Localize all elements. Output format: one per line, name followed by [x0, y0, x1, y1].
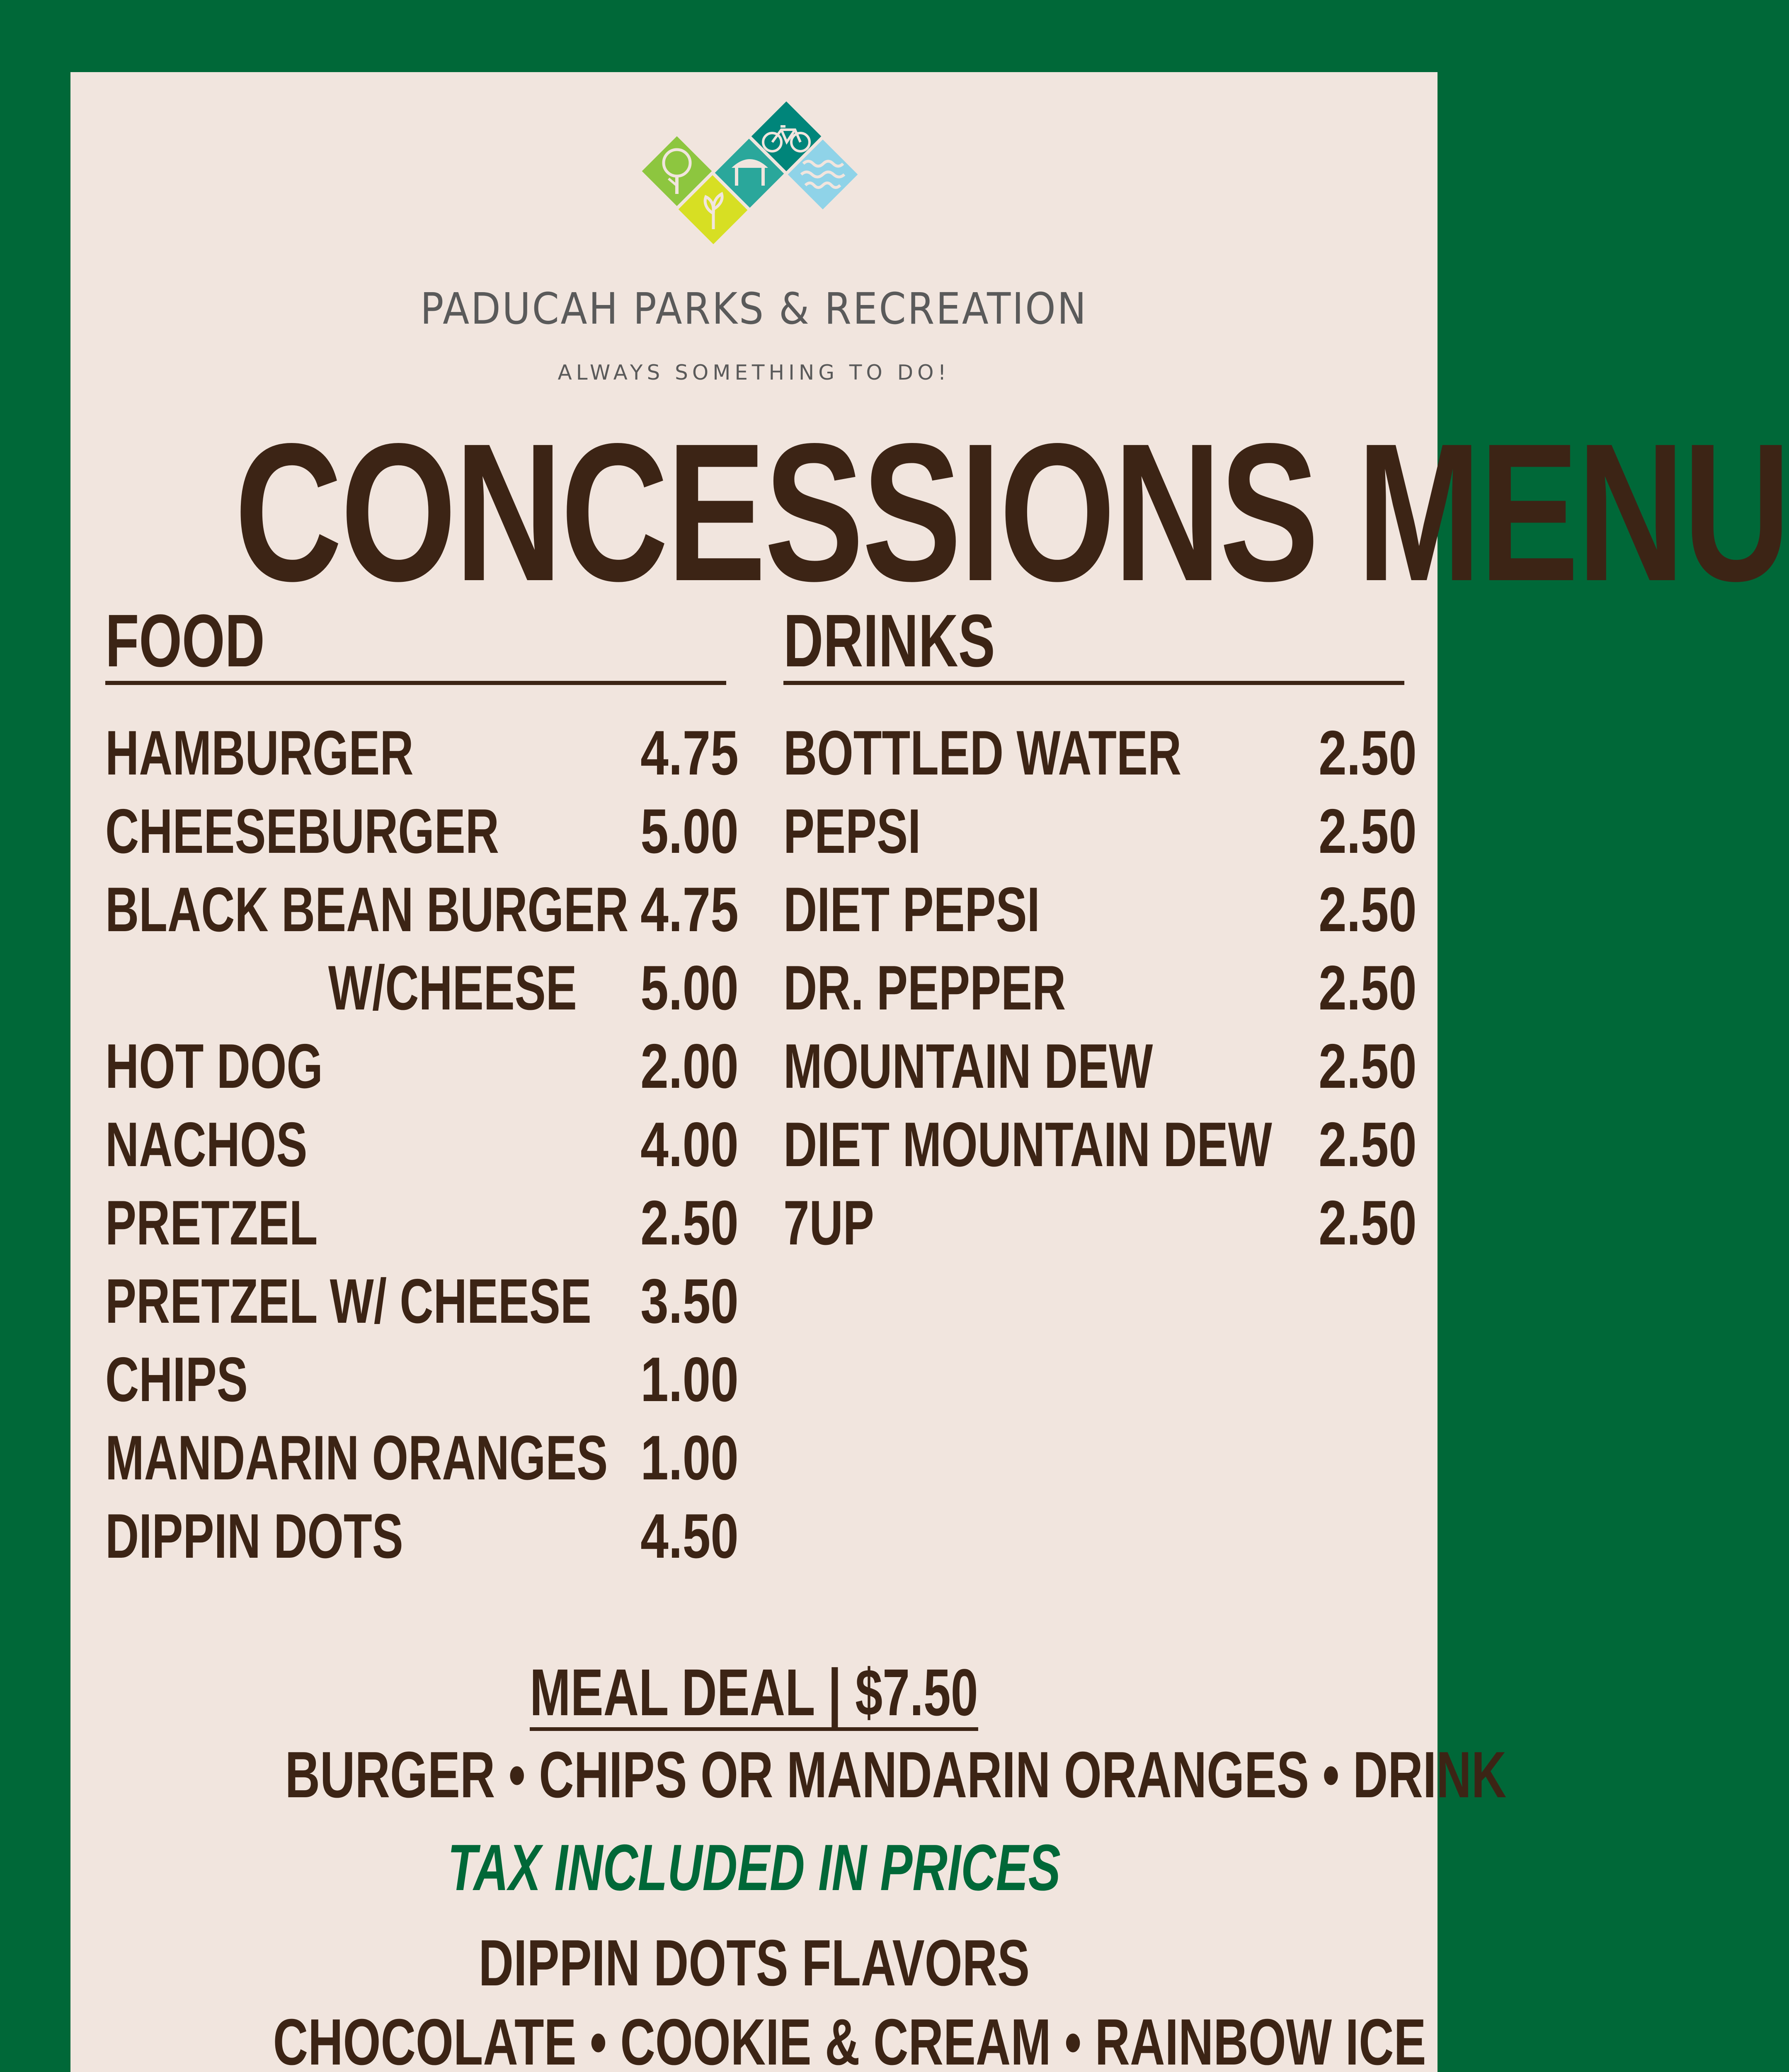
item-price: 2.50 — [1319, 796, 1417, 867]
menu-item — [105, 1188, 739, 1270]
item-name: HAMBURGER — [105, 718, 414, 788]
item-name: CHEESEBURGER — [105, 796, 499, 867]
meal-deal-title-text: MEAL DEAL | $7.50 — [530, 1659, 978, 1731]
item-name: MOUNTAIN DEW — [783, 1031, 1153, 1101]
menu-item — [105, 796, 739, 878]
menu-item — [105, 1423, 739, 1505]
item-name: MANDARIN ORANGES — [105, 1423, 608, 1493]
menu-item — [105, 1344, 739, 1426]
menu-item — [783, 953, 1417, 1035]
menu-item — [105, 718, 739, 800]
drinks-column — [783, 599, 1417, 1270]
item-price: 2.50 — [1319, 1031, 1417, 1101]
dippin-dots-title — [70, 1927, 1438, 1999]
menu-board — [70, 72, 1789, 2072]
item-name: HOT DOG — [105, 1031, 323, 1101]
menu-item — [783, 796, 1417, 878]
food-column — [105, 599, 739, 1583]
menu-item — [105, 1031, 739, 1113]
item-name: DIET MOUNTAIN DEW — [783, 1109, 1272, 1180]
food-list — [105, 718, 739, 1583]
item-price: 2.50 — [1319, 953, 1417, 1023]
menu-item — [783, 1109, 1417, 1191]
item-name: NACHOS — [105, 1109, 308, 1180]
item-price: 2.50 — [640, 1188, 739, 1258]
dippin-dots-flavors-line-1 — [70, 2006, 1438, 2072]
menu-item — [105, 1501, 739, 1583]
item-price: 2.50 — [1319, 1188, 1417, 1258]
meal-deal-title — [70, 1655, 1438, 1731]
item-name: W/CHEESE — [328, 953, 577, 1023]
item-name: BOTTLED WATER — [783, 718, 1182, 788]
item-price: 5.00 — [640, 796, 739, 867]
item-name: BLACK BEAN BURGER — [105, 874, 629, 945]
item-price: 2.50 — [1319, 1109, 1417, 1180]
menu-item — [783, 1031, 1417, 1113]
menu-item — [105, 1109, 739, 1191]
drinks-heading-label: DRINKS — [783, 599, 995, 683]
item-price: 1.00 — [640, 1423, 739, 1493]
meal-deal-items — [70, 1738, 1507, 1811]
item-price: 4.75 — [640, 874, 739, 945]
item-name: 7UP — [783, 1188, 874, 1258]
dippin-dots-title-text: DIPPIN DOTS FLAVORS — [478, 1927, 1030, 1999]
item-price: 2.00 — [640, 1031, 739, 1101]
tax-note — [70, 1831, 1438, 1904]
dippin-dots-flavors-line-1-text: CHOCOLATE • COOKIE & CREAM • RAINBOW ICE — [273, 2006, 1426, 2072]
menu-item — [783, 718, 1417, 800]
item-price: 5.00 — [640, 953, 739, 1023]
food-heading-label: FOOD — [105, 599, 265, 683]
item-price: 4.50 — [640, 1501, 739, 1571]
item-name: DIET PEPSI — [783, 874, 1040, 945]
item-price: 4.00 — [640, 1109, 739, 1180]
drinks-list — [783, 718, 1417, 1270]
item-price: 2.50 — [1319, 718, 1417, 788]
meal-deal-items-text: BURGER • CHIPS OR MANDARIN ORANGES • DRINK — [285, 1738, 1507, 1811]
item-name: DIPPIN DOTS — [105, 1501, 403, 1571]
menu-item — [105, 1266, 739, 1348]
org-tagline: ALWAYS SOMETHING TO DO! — [558, 361, 950, 385]
org-name: PADUCAH PARKS & RECREATION — [420, 283, 1088, 334]
menu-item-variant — [105, 953, 739, 1035]
item-name: PRETZEL — [105, 1188, 318, 1258]
item-name: PRETZEL W/ CHEESE — [105, 1266, 591, 1336]
item-price: 1.00 — [640, 1344, 739, 1415]
item-name: DR. PEPPER — [783, 953, 1066, 1023]
item-name: CHIPS — [105, 1344, 248, 1415]
page-title: CONCESSIONS MENU — [234, 403, 1789, 622]
item-price: 3.50 — [640, 1266, 739, 1336]
item-name: PEPSI — [783, 796, 921, 867]
menu-item — [105, 874, 739, 956]
item-price: 4.75 — [640, 718, 739, 788]
menu-item — [783, 1188, 1417, 1270]
menu-item — [783, 874, 1417, 956]
food-heading — [105, 599, 726, 685]
drinks-heading — [783, 599, 1404, 685]
parks-logo — [635, 101, 879, 259]
tax-note-text: TAX INCLUDED IN PRICES — [447, 1831, 1061, 1904]
item-price: 2.50 — [1319, 874, 1417, 945]
